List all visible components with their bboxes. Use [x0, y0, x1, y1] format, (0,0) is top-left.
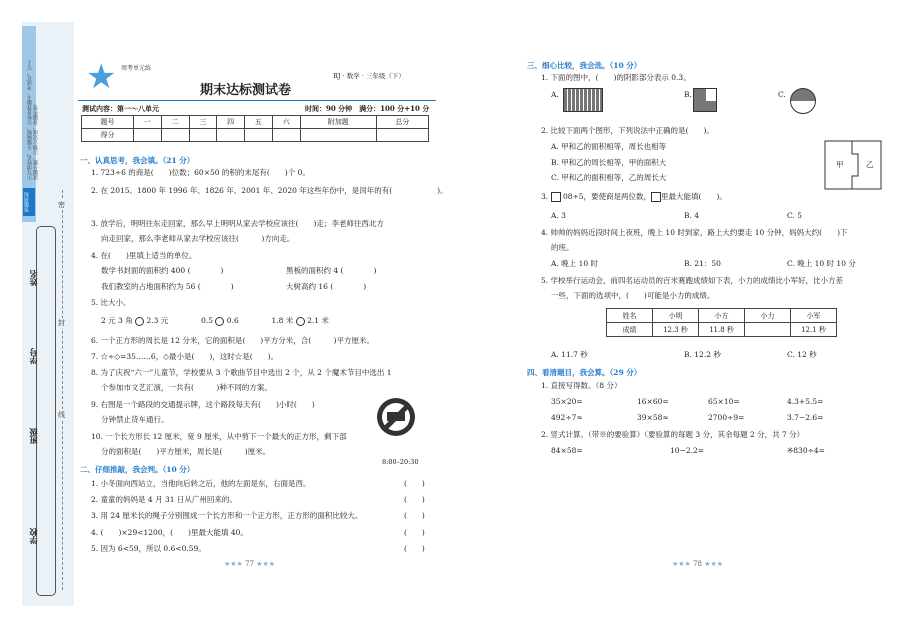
- race-cell: 小明: [653, 309, 699, 323]
- option-a-figure: [563, 88, 603, 112]
- option-b-figure: [693, 88, 717, 112]
- calc-2-2: 10−2.2=: [670, 446, 705, 455]
- grade-label: RJ · 数学 · 三年级（下）: [333, 72, 405, 80]
- question-1-8a: 8. 为了庆祝“六一”儿童节，学校要从 3 个歌曲节目中选出 2 个，从 2 个魔术节目中选出 1: [91, 368, 392, 377]
- score-cell[interactable]: [217, 129, 245, 142]
- calc-1-3: 65×10=: [708, 397, 740, 406]
- question-1-4a: 数学书封面的面积约 400 ( ): [101, 266, 224, 275]
- score-head-cell: 附加题: [300, 116, 376, 129]
- question-1-5-compare: [101, 316, 329, 326]
- compare-circle-icon[interactable]: [296, 317, 305, 326]
- choice-4-b: B. 21：50: [684, 259, 721, 268]
- star-logo-icon: ★: [86, 57, 117, 97]
- question-1-10b: 分的面积是( )平方厘米，周长是( )厘米。: [101, 447, 271, 456]
- section-4-heading: 四、看清题目，我会算。（29 分）: [527, 368, 642, 377]
- jia-label: 甲: [836, 160, 844, 169]
- series-label: 周考单元练: [121, 65, 152, 72]
- question-1-7: 7. ☆÷◇=35……6，◇最小是( )，这时☆是( )。: [91, 352, 279, 361]
- score-cell[interactable]: [272, 129, 300, 142]
- choice-1: 1. 下面的图中，( )的阴影部分表示 0.3。: [541, 73, 691, 82]
- calc-1-8: 3.7−2.6=: [787, 413, 824, 422]
- race-cell: 12.3 秒: [653, 323, 699, 337]
- choice-3-a: A. 3: [551, 211, 566, 220]
- question-1-4d: 大树高约 16 ( ): [286, 282, 367, 291]
- yi-label: 乙: [866, 160, 874, 169]
- choice-4a: 4. 帅帅的妈妈近段时间上夜班，晚上 10 时到家，路上大约要走 10 分钟，妈妈大约( )下: [541, 228, 848, 237]
- score-table-row: [82, 129, 429, 142]
- choice-3-b: B. 4: [684, 211, 700, 220]
- compare-right-2: 0.6: [226, 316, 239, 325]
- judge-answer[interactable]: ( ): [404, 528, 425, 537]
- race-cell: 小方: [699, 309, 745, 323]
- choice-5-a: A. 11.7 秒: [551, 350, 588, 359]
- compare-left-2: 0.5: [201, 316, 214, 325]
- score-head-cell: 四: [217, 116, 245, 129]
- judge-answer[interactable]: ( ): [404, 495, 425, 504]
- score-row-label: 得分: [82, 129, 134, 142]
- race-row: [607, 323, 837, 337]
- calc-2: 2. 竖式计算。（带※的要验算）（要验算的每题 3 分，其余每题 2 分，共 7 分）: [541, 430, 805, 439]
- question-1-6: 6. 一个正方形的周长是 12 分米，它的面积是( )平方分米，合( )平方厘米。: [91, 336, 375, 345]
- judge-2: 2. 童童的妈妈是 4 月 31 日从广州回来的。: [91, 495, 237, 504]
- race-cell: 12.1 秒: [791, 323, 837, 337]
- judge-3: 3. 用 24 厘米长的绳子分别围成一个长方形和一个正方形，正方形的面积比较大。: [91, 511, 363, 520]
- race-cell: 小力: [745, 309, 791, 323]
- score-head-cell: 二: [161, 116, 189, 129]
- section-1-heading: 一、认真思考，我会填。（21 分）: [80, 156, 195, 165]
- calc-2-3: ※830÷4=: [787, 446, 825, 455]
- score-cell[interactable]: [300, 129, 376, 142]
- choice-2-a: A. 甲和乙的面积相等，周长也相等: [551, 142, 667, 151]
- score-cell[interactable]: [245, 129, 273, 142]
- student-id-field: 学号: [28, 348, 38, 364]
- score-head-cell: 总分: [376, 116, 428, 129]
- choice-3: 3. 08÷5，要使商是两位数， 里最大能填( )。: [541, 192, 727, 201]
- test-meta: 时间：90 分钟 满分：100 分+10 分: [305, 104, 430, 113]
- choice-5b: 一些，下面的选项中，( )可能是小力的成绩。: [551, 291, 715, 300]
- race-cell[interactable]: [745, 323, 791, 337]
- choice-5-c: C. 12 秒: [787, 350, 817, 359]
- question-1-9a: 9. 右图是一个路段的交通提示牌，这个路段每天有( )小时( ): [91, 400, 315, 409]
- race-cell: 成绩: [607, 323, 653, 337]
- seal-feng: 封: [58, 319, 65, 327]
- compare-right-1: 2.3 元: [146, 316, 169, 325]
- compare-circle-icon[interactable]: [135, 317, 144, 326]
- judge-4: 4. ( )×29<1200，( )里最大能填 40。: [91, 528, 248, 537]
- choice-3-c: C. 5: [787, 211, 803, 220]
- choice-4-a: A. 晚上 10 时: [551, 259, 598, 268]
- compare-left-3: 1.8 米: [271, 316, 294, 325]
- score-head-cell: 六: [272, 116, 300, 129]
- choice-1-c: C.: [778, 90, 786, 99]
- question-1-10a: 10. 一个长方形长 12 厘米，宽 9 厘米，从中剪下一个最大的正方形，剩下部: [91, 432, 347, 441]
- calc-1-2: 16×60=: [637, 397, 669, 406]
- score-cell[interactable]: [376, 129, 428, 142]
- choice-5a: 5. 学校举行运动会，前四名运动员的百米赛跑成绩如下表，小力的成绩比小军好，比小方差: [541, 276, 844, 285]
- name-field: 姓名: [28, 270, 38, 286]
- race-table: [606, 308, 837, 337]
- strip-notes: ①写清姓名、专题编辑。②检查答题卡、考试号，写上试题分数。③独立完成，各题作答。: [27, 60, 39, 180]
- calc-1-1: 35×20=: [551, 397, 583, 406]
- question-1-4: 4. 在( )里填上适当的单位。: [91, 251, 197, 260]
- blank-box[interactable]: [551, 192, 561, 202]
- question-1-2: 2. 在 2015、1800 年 1996 年、1826 年、2001 年、2020 年这些年份中，是闰年的有( )。: [91, 186, 448, 195]
- calc-1-7: 2700÷9=: [708, 413, 745, 422]
- calc-1-4: 4.3+5.5=: [787, 397, 824, 406]
- compare-left-1: 2 元 3 角: [101, 316, 133, 325]
- header-rule: [78, 100, 436, 101]
- question-1-3b: 向走回家，那么李老师从家去学校应该往( )方向走。: [101, 234, 295, 243]
- question-1-9b: 分钟禁止货车通行。: [101, 415, 169, 424]
- score-head-cell: 一: [134, 116, 162, 129]
- race-cell: 姓名: [607, 309, 653, 323]
- calc-2-1: 84×58=: [551, 446, 583, 455]
- judge-1: 1. 小冬面向西站立，当他向后转之后，他的左面是东，右面是西。: [91, 479, 311, 488]
- section-3-heading: 三、细心比较，我会选。（10 分）: [527, 61, 642, 70]
- choice-4b: 的班。: [551, 243, 574, 252]
- question-1-1: 1. 723÷6 的商是( )位数；60×50 的积的末尾有( )个 0。: [91, 168, 310, 177]
- judge-answer[interactable]: ( ): [404, 544, 425, 553]
- question-1-8b: 个参加市文艺汇演，一共有( )种不同的方案。: [101, 383, 272, 392]
- choice-4-c: C. 晚上 10 时 10 分: [787, 259, 856, 268]
- score-table: [81, 115, 429, 142]
- judge-answer[interactable]: ( ): [404, 511, 425, 520]
- judge-answer[interactable]: ( ): [404, 479, 425, 488]
- school-field: 学校: [28, 528, 38, 544]
- score-head-cell: 三: [189, 116, 217, 129]
- seal-xian: 线: [58, 411, 65, 419]
- compare-right-3: 2.1 米: [307, 316, 329, 325]
- race-head: [607, 309, 837, 323]
- choice-2-c: C. 甲和乙的面积相等，乙的周长大: [551, 173, 667, 182]
- score-table-head: [82, 116, 429, 129]
- strip-label: 答题须知: [23, 188, 35, 216]
- page-number-right: ★★★ 78 ★★★: [672, 560, 724, 568]
- test-scope: 测试内容：第一～八单元: [82, 104, 159, 113]
- class-field: 班级: [28, 428, 38, 444]
- choice-2: 2. 比较下面两个图形，下列说法中正确的是( )。: [541, 126, 714, 135]
- choice-2-b: B. 甲和乙的周长相等，甲的面积大: [551, 158, 667, 167]
- option-c-figure: [790, 88, 816, 114]
- choice-1-b: B.: [684, 90, 692, 99]
- page-number-left: ★★★ 77 ★★★: [224, 560, 276, 568]
- question-1-4c: 我们教室的占地面积约为 56 ( ): [101, 282, 234, 291]
- compare-circle-icon[interactable]: [215, 317, 224, 326]
- score-cell[interactable]: [189, 129, 217, 142]
- calc-1-6: 39×58≈: [637, 413, 669, 422]
- choice-1-a: A.: [551, 90, 559, 99]
- sign-time: 8:00–20:30: [382, 458, 419, 466]
- section-2-heading: 二、仔细推敲，我会判。（10 分）: [80, 465, 195, 474]
- race-cell: 11.8 秒: [699, 323, 745, 337]
- page-title: 期末达标测试卷: [200, 83, 292, 98]
- calc-1-5: 492÷7≈: [551, 413, 583, 422]
- seal-mi: 密: [58, 201, 65, 209]
- score-cell[interactable]: [134, 129, 162, 142]
- judge-5: 5. 因为 6<59，所以 0.6<0.59。: [91, 544, 206, 553]
- question-1-5: 5. 比大小。: [91, 298, 131, 307]
- score-cell[interactable]: [161, 129, 189, 142]
- question-1-4b: 黑板的面积约 4 ( ): [286, 266, 377, 275]
- score-head-cell: 题号: [82, 116, 134, 129]
- choice-5-b: B. 12.2 秒: [684, 350, 721, 359]
- seal-line: [62, 190, 63, 590]
- calc-1: 1. 直接写得数。（8 分）: [541, 381, 622, 390]
- score-head-cell: 五: [245, 116, 273, 129]
- blank-box[interactable]: [651, 192, 661, 202]
- race-cell: 小军: [791, 309, 837, 323]
- question-1-3a: 3. 放学后，明明往东走回家，那么早上明明从家去学校应该往( )走；李老师往西北方: [91, 219, 384, 228]
